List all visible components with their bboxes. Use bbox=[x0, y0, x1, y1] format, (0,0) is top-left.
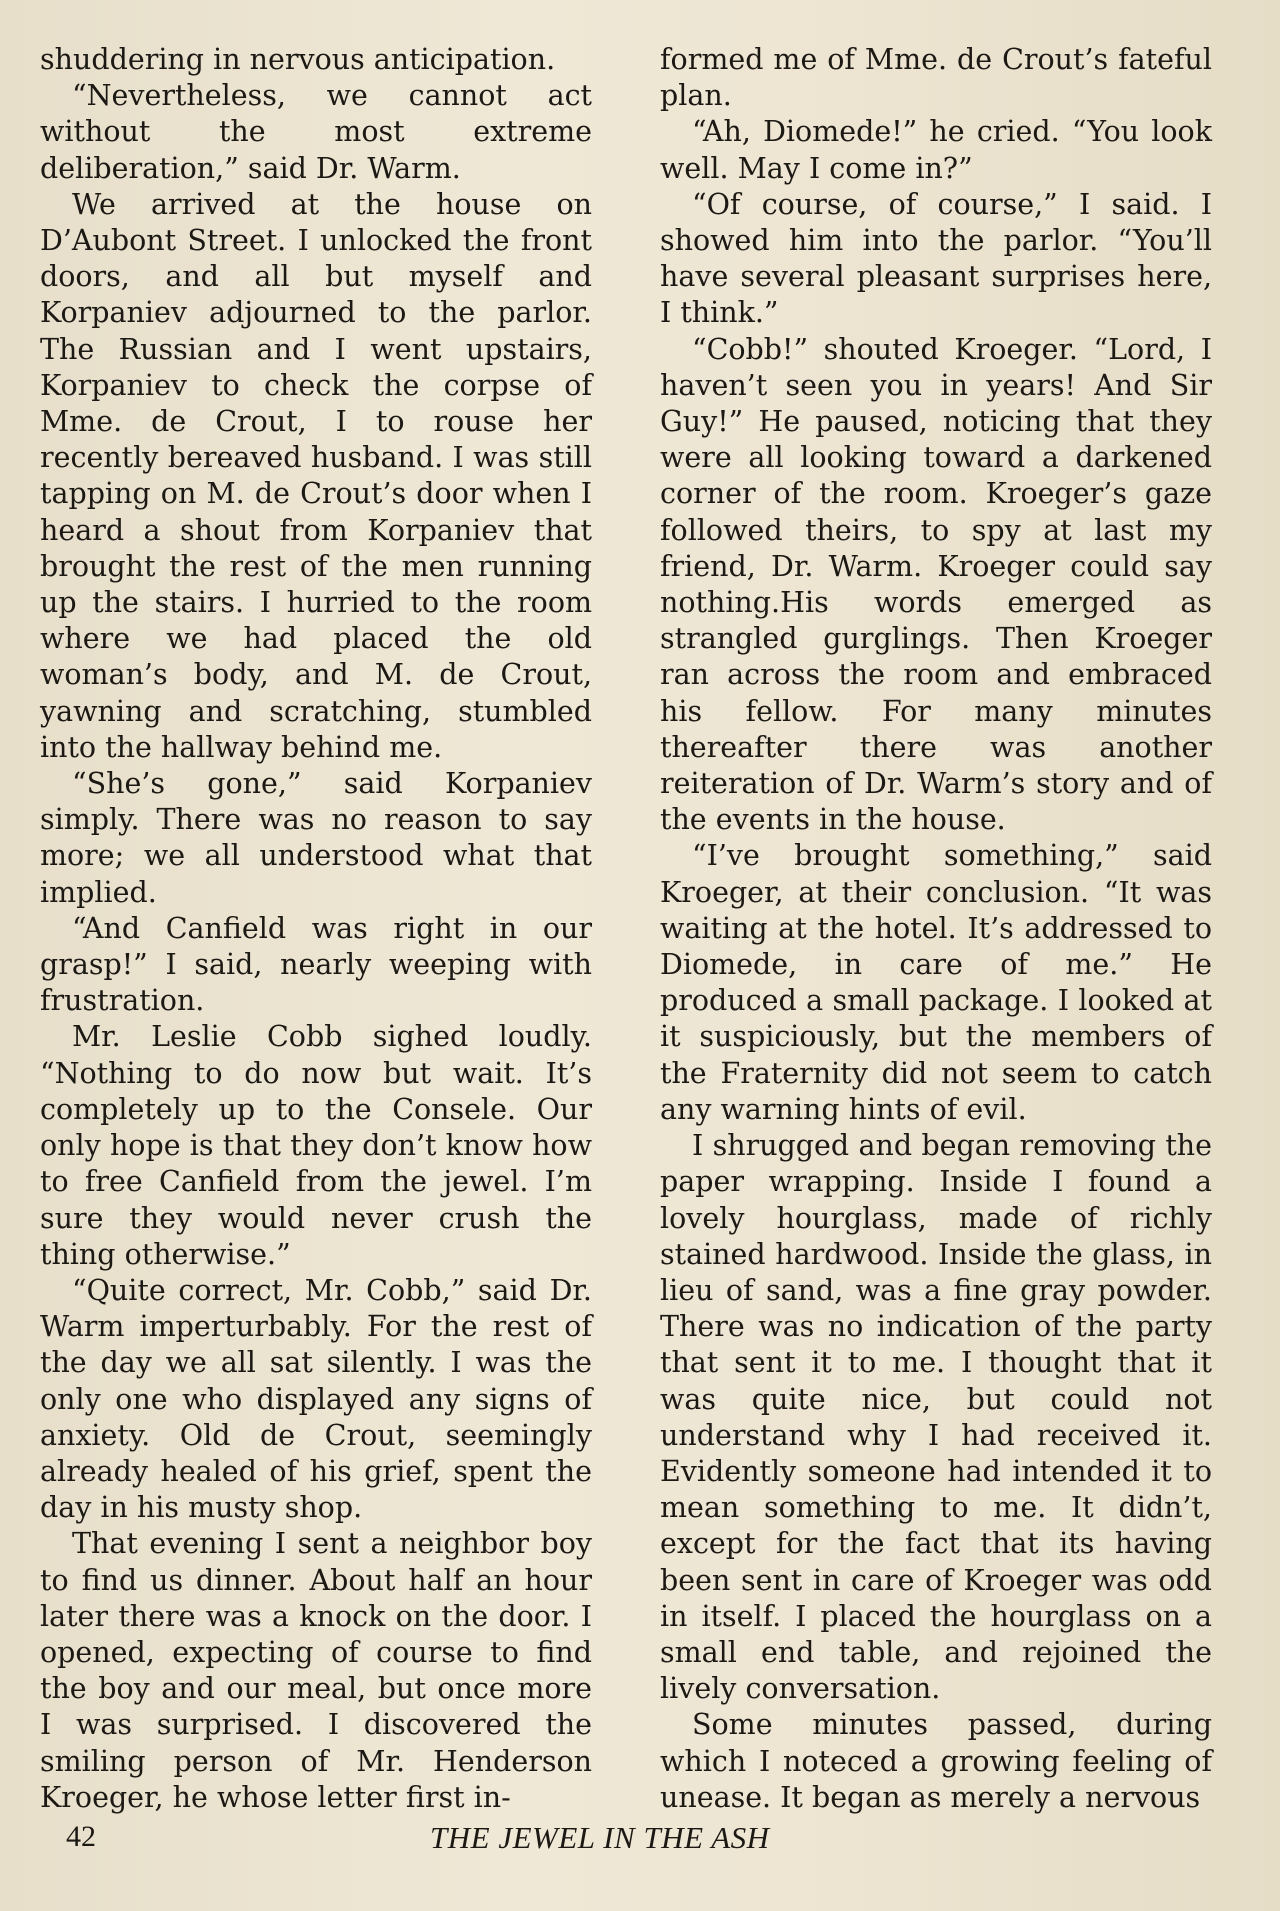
paragraph: I shrugged and began removing the paper wrapping. Inside I found a lovely hourglass, made of richly stained hardwood. Inside the glass, in lieu of sand, was a fine gray powder. There was no indication of the party that sent it to me. I thought that it was quite nice, but could not understand why I had received it. Evidently someone had intended it to mean something to me. It didn’t, except for the fact that its having been sent in care of Kroeger was odd in itself. I placed the hourglass on a small end table, and rejoined the lively conversation. bbox=[660, 1129, 1212, 1706]
right-text-column bbox=[660, 42, 1212, 1816]
paragraph: “And Canfield was right in our grasp!” I said, nearly weeping with frustration. bbox=[40, 911, 592, 1018]
paragraph: “Ah, Diomede!” he cried. “You look well. May I come in?” bbox=[660, 115, 1212, 185]
paragraph: “Quite correct, Mr. Cobb,” said Dr. Warm imperturbably. For the rest of the day we all sat silently. I was the only one who displayed any signs of anxiety. Old de Crout, seemingly already healed of his grief, spent the day in his musty shop. bbox=[40, 1273, 592, 1525]
page-number: 42 bbox=[66, 1820, 96, 1853]
running-title: THE JEWEL IN THE ASH bbox=[430, 1820, 770, 1855]
left-text-column bbox=[40, 42, 592, 1816]
paragraph: That evening I sent a neighbor boy to find us dinner. About half an hour later there was a knock on the door. I opened, expecting of course to find the boy and our meal, but once more I was surprised. I discovered the smiling person of Mr. Henderson Kroeger, he whose letter first in- bbox=[40, 1527, 592, 1814]
paragraph: “Of course, of course,” I said. I showed him into the parlor. “You’ll have several pleasant surprises here, I think.” bbox=[660, 187, 1212, 330]
paragraph-continued: shuddering in nervous anticipation. bbox=[40, 43, 556, 76]
paragraph: Mr. Leslie Cobb sighed loudly. “Nothing to do now but wait. It’s completely up to the Consele. Our only hope is that they don’t know how to free Canfield from the jewel. I’m sure they would never crush the thing otherwise.” bbox=[40, 1020, 592, 1271]
paragraph: “She’s gone,” said Korpaniev simply. There was no reason to say more; we all understood what that implied. bbox=[40, 767, 592, 909]
paragraph: “I’ve brought something,” said Kroeger, at their conclusion. “It was waiting at the hotel. It’s addressed to Diomede, in care of me.” He produced a small package. I looked at it suspiciously, but the members of the Fraternity did not seem to catch any warning hints of evil. bbox=[660, 839, 1212, 1126]
paragraph: “Cobb!” shouted Kroeger. “Lord, I haven’t seen you in years! And Sir Guy!” He paused, noticing that they were all looking toward a darkened corner of the room. Kroeger’s gaze followed theirs, to spy at last my friend, Dr. Warm. Kroeger could say nothing.His words emerged as strangled gurglings. Then Kroeger ran across the room and embraced his fellow. For many minutes thereafter there was another reiteration of Dr. Warm’s story and of the events in the house. bbox=[660, 332, 1212, 837]
paragraph: Some minutes passed, during which I noteced a growing feeling of unease. It began as merely a nervous bbox=[660, 1708, 1212, 1814]
page-footer bbox=[40, 1820, 1212, 1860]
paragraph: “Nevertheless, we cannot act without the most extreme deliberation,” said Dr. Warm. bbox=[40, 79, 592, 185]
paragraph: We arrived at the house on D’Aubont Street. I unlocked the front doors, and all but myself and Korpaniev adjourned to the parlor. The Russian and I went upstairs, Korpaniev to check the corpse of Mme. de Crout, I to rouse her recently bereaved husband. I was still tapping on M. de Crout’s door when I heard a shout from Korpaniev that brought the rest of the men running up the stairs. I hurried to the room where we had placed the old woman’s body, and M. de Crout, yawning and scratching, stumbled into the hallway behind me. bbox=[40, 187, 592, 764]
paragraph-continued: formed me of Mme. de Crout’s fateful plan. bbox=[660, 43, 1212, 113]
